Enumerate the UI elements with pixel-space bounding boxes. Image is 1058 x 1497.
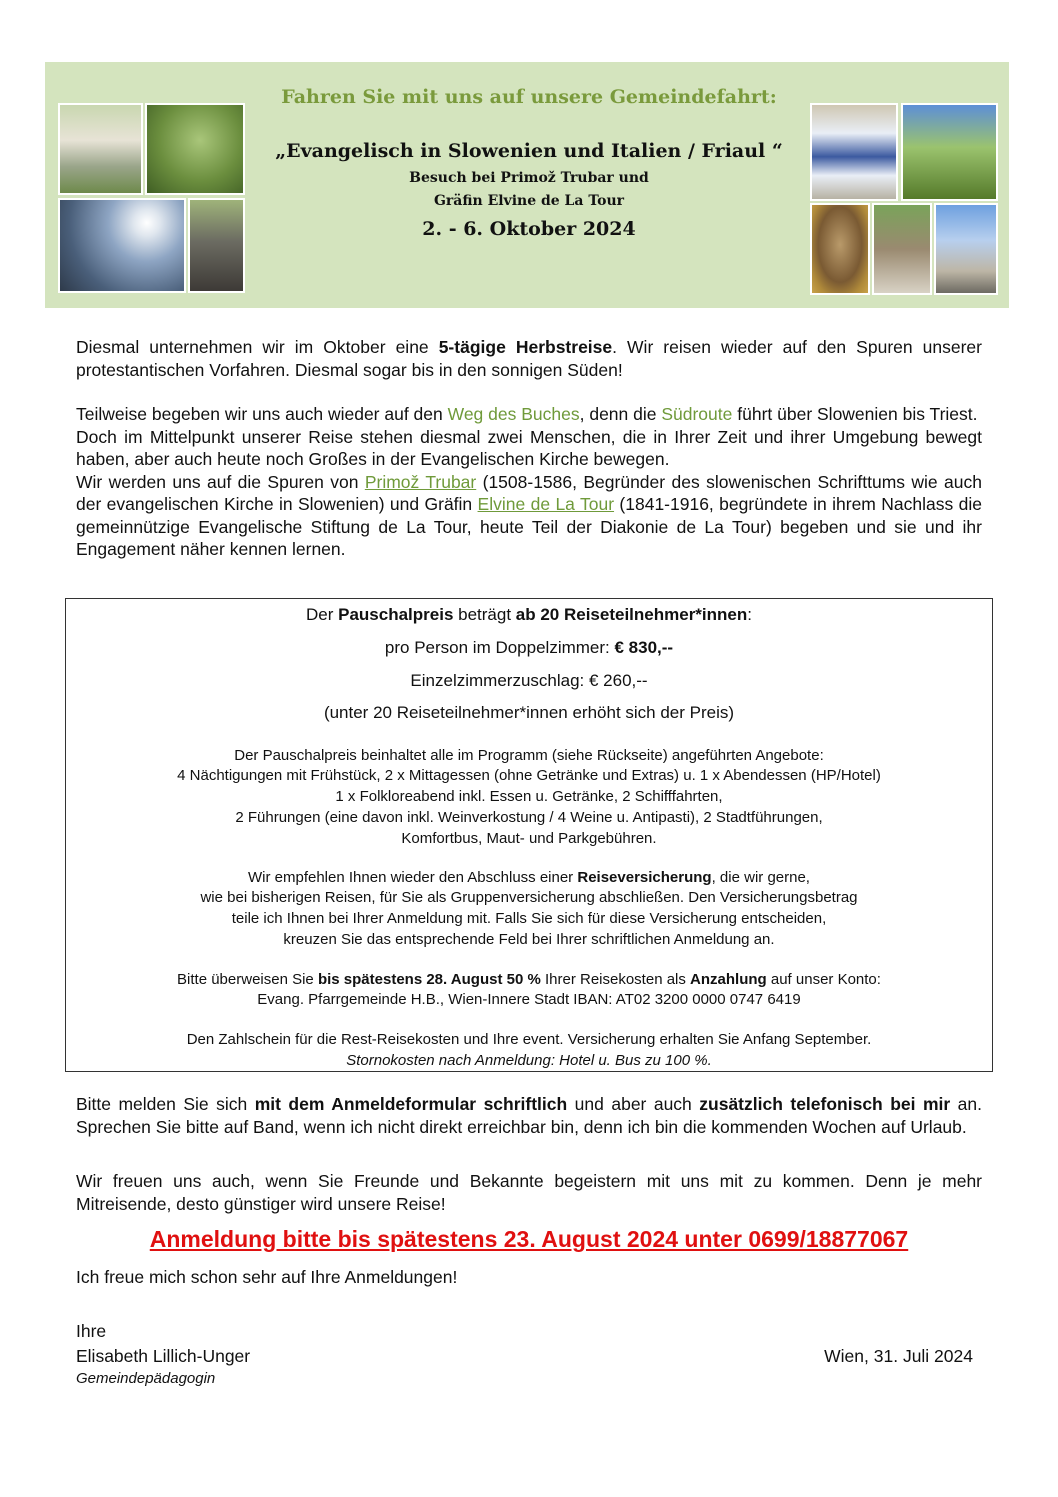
registration-deadline: Anmeldung bitte bis spätestens 23. August 2024 unter 0699/18877067 [149,1226,909,1252]
registration-paragraph: Bitte melden Sie sich mit dem Anmeldeformular schriftlich und aber auch zusätzlich telefonisch bei mir an. Sprechen Sie bitte auf Band, wenn ich nicht direkt erreichbar bin, denn ich bin die kommenden Wochen auf Urlaub. [76,1094,982,1137]
photo-church-tower [934,203,998,295]
salutation: Ihre [76,1321,107,1341]
photo-trubar-statue [188,198,245,293]
weg-des-buches-text: Weg des Buches [447,404,580,424]
friends-paragraph: Wir freuen uns auch, wenn Sie Freunde und Bekannte begeistern mit uns mit zu kommen. Denn je mehr Mitreisende, desto günstiger wird unsere Reise! [76,1171,982,1214]
price-box [65,598,993,1072]
price-note: (unter 20 Reiseteilnehmer*innen erhöht sich der Preis) [323,703,735,722]
payment-line: Bitte überweisen Sie bis spätestens 28. August 50 % Ihrer Reisekosten als Anzahlung auf unser Konto: [177,971,881,988]
intro-paragraph: Diesmal unternehmen wir im Oktober eine 5-tägige Herbstreise. Wir reisen wieder auf den Spuren unserer protestantischen Vorfahren. Diesmal sogar bis in den sonnigen Süden! [76,337,982,380]
signature-role: Gemeindepädagogin [76,1370,216,1387]
closing-line: Ich freue mich schon sehr auf Ihre Anmeldungen! [76,1267,458,1287]
route-paragraph: Teilweise begeben wir uns auch wieder auf den Weg des Buches, denn die Südroute führt über Slowenien bis Triest. Doch im Mittelpunkt unserer Reise stehen diesmal zwei Menschen, die in Ihrer Zeit und ihrer Umgebung bewegt haben, aber auch heute noch Großes in der Evangelischen Kirche bewegen. Wir werden uns auf die Spuren von Primož Trubar (1508-1586, Begründer des slowenischen Schrifttums wie auch der evangelischen Kirche in Slowenien) und Gräfin Elvine de La Tour (1841-1916, begründete in ihrem Nachlass die gemeinnützige Evangelische Stiftung de La Tour, heute Teil der Diakonie de La Tour) begeben und sie und ihr Engagement näher kennen lernen. [76,404,982,559]
primoz-trubar-link[interactable]: Primož Trubar [364,471,477,492]
insurance-line: wie bei bisherigen Reisen, für Sie als Gruppenversicherung abschließen. Den Versicherungsbetrag [200,889,858,906]
inclusions-line: Komfortbus, Maut- und Parkgebühren. [401,830,657,847]
elvine-de-la-tour-link[interactable]: Elvine de La Tour [477,494,615,514]
photo-sunset-mountains [58,198,186,293]
insurance-line: kreuzen Sie das entsprechende Feld bei Ihrer schriftlichen Anmeldung an. [283,931,775,948]
header-intro: Fahren Sie mit uns auf unsere Gemeindefahrt: [281,86,777,108]
inclusions-line: 2 Führungen (eine davon inkl. Weinverkostung / 4 Weine u. Antipasti), 2 Stadtführungen, [235,809,823,826]
header-subtitle-1: Besuch bei Primož Trubar und [409,170,649,186]
inclusions-line: 1 x Folkloreabend inkl. Essen u. Getränke, 2 Schifffahrten, [335,788,723,805]
signature-name: Elisabeth Lillich-Unger [76,1346,251,1366]
suedroute-text: Südroute [661,404,733,424]
inclusions-line: 4 Nächtigungen mit Frühstück, 2 x Mittagessen (ohne Getränke und Extras) u. 1 x Abendessen (HP/Hotel) [177,767,881,784]
place-date: Wien, 31. Juli 2024 [824,1346,973,1366]
rest-payment-line: Den Zahlschein für die Rest-Reisekosten und Ihre event. Versicherung erhalten Sie Anfang September. [186,1031,872,1048]
header-subtitle-2: Gräfin Elvine de La Tour [433,193,625,209]
bank-account-line: Evang. Pfarrgemeinde H.B., Wien-Innere Stadt IBAN: AT02 3200 0000 0747 6419 [257,991,801,1008]
price-single-supplement: Einzelzimmerzuschlag: € 260,-- [410,671,648,690]
inclusions-line: Der Pauschalpreis beinhaltet alle im Programm (siehe Rückseite) angeführten Angebote: [234,747,824,764]
insurance-line: Wir empfehlen Ihnen wieder den Abschluss einer Reiseversicherung, die wir gerne, [248,869,810,886]
insurance-line: teile ich Ihnen bei Ihrer Anmeldung mit. Falls Sie sich für diese Versicherung entscheiden, [231,910,827,927]
photo-portrait-painting [810,203,870,295]
header-title: „Evangelisch in Slowenien und Italien / Friaul “ [275,140,783,162]
photo-wine-barrels [872,203,932,295]
header-date: 2. - 6. Oktober 2024 [422,218,636,240]
cancellation-line: Stornokosten nach Anmeldung: Hotel u. Bus zu 100 %. [346,1052,712,1069]
price-headline: Der Pauschalpreis beträgt ab 20 Reiseteilnehmer*innen: [306,605,752,624]
price-double-room: pro Person im Doppelzimmer: € 830,-- [384,638,674,657]
